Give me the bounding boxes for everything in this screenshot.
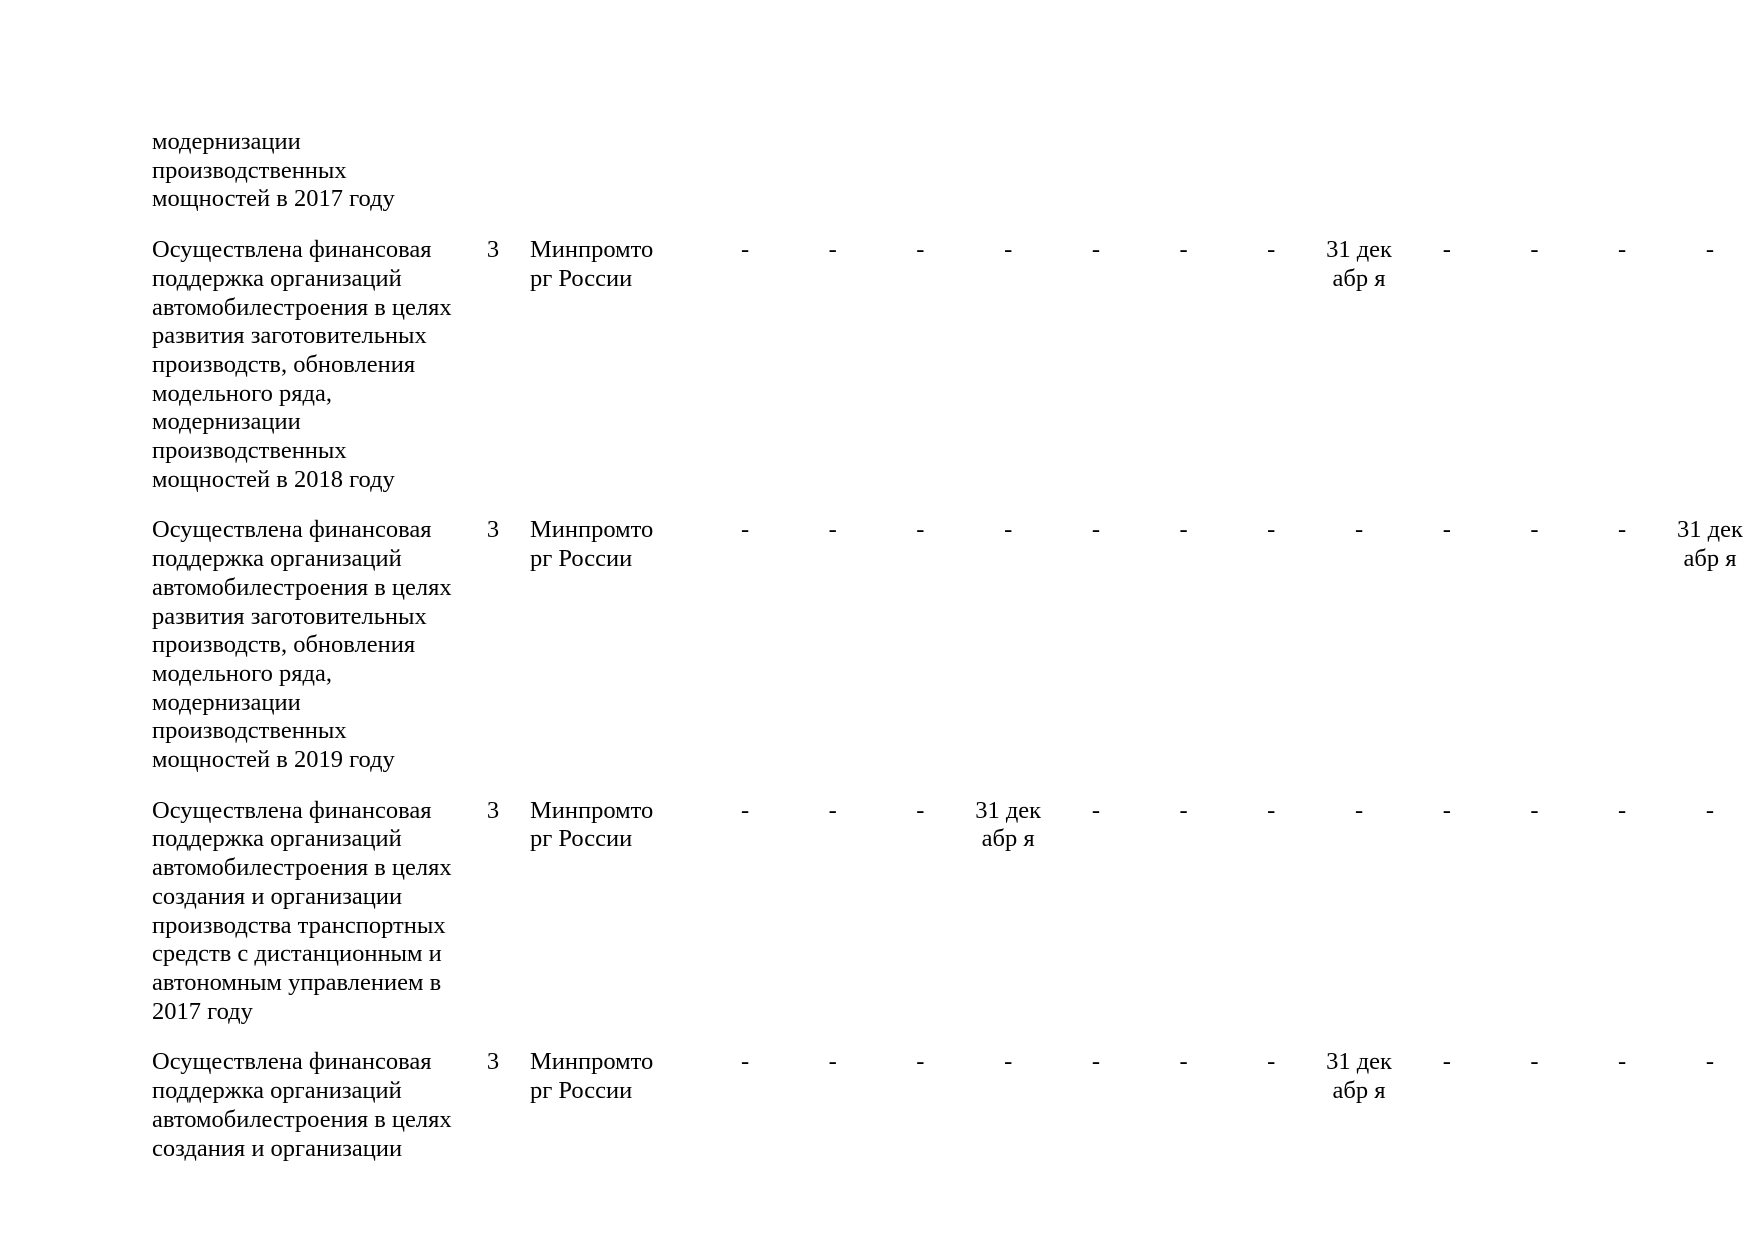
quarter-cell: -	[1179, 236, 1188, 264]
responsible-cell	[522, 128, 701, 236]
description-line: автономным управлением в	[152, 968, 442, 996]
quarter-cell: -	[1442, 1048, 1451, 1076]
quarter-cell: -	[1267, 516, 1276, 544]
description-line: создания и организации	[152, 1134, 403, 1162]
description-line: развития заготовительных	[152, 602, 427, 630]
quarter-cell	[1140, 128, 1228, 236]
quarter-cell	[1227, 128, 1315, 236]
description-line: автомобилестроения в целях	[152, 854, 452, 882]
quarter-cell: -	[1004, 236, 1013, 264]
description-line: поддержка организаций	[152, 825, 402, 853]
quarter-cell: -	[1705, 1048, 1715, 1076]
description-line: производственных	[152, 156, 347, 184]
description-line: производства транспортных	[152, 911, 446, 939]
quarter-cell	[877, 128, 965, 236]
event-description	[144, 1048, 464, 1185]
table-row	[144, 516, 1754, 796]
description-line: автомобилестроения в целях	[152, 1105, 452, 1133]
quarter-cell	[1666, 128, 1754, 236]
responsible-line: Минпромто	[529, 516, 654, 544]
description-line: поддержка организаций	[152, 1077, 402, 1105]
table-row	[144, 128, 1754, 236]
level-cell: 3	[486, 236, 500, 264]
quarter-cell	[1491, 128, 1579, 236]
description-line: производственных	[152, 437, 347, 465]
quarter-cell: -	[1442, 796, 1451, 824]
quarter-cell: -	[828, 1048, 837, 1076]
quarter-cell: -	[1705, 236, 1715, 264]
description-line: развития заготовительных	[152, 322, 427, 350]
description-line: модельного ряда,	[152, 379, 332, 407]
event-description	[144, 236, 464, 516]
responsible-line: рг России	[529, 825, 633, 853]
quarter-cell: -	[1354, 516, 1364, 544]
quarter-cell: -	[740, 516, 750, 544]
quarter-cell: -	[1091, 236, 1101, 264]
responsible-cell	[522, 797, 701, 1049]
quarter-cell: -	[1354, 796, 1364, 824]
quarter-cell: -	[828, 236, 837, 264]
quarter-cell: -	[1530, 516, 1539, 544]
description-line: Осуществлена финансовая	[152, 236, 432, 264]
quarter-cell: 31 декабр я	[1677, 516, 1743, 573]
quarter-cell: -	[1618, 236, 1627, 264]
description-line: Осуществлена финансовая	[152, 516, 432, 544]
description-line: производственных	[152, 717, 347, 745]
quarter-cell: -	[1091, 516, 1101, 544]
quarter-cell: -	[828, 796, 837, 824]
event-description	[144, 797, 464, 1049]
responsible-line: рг России	[529, 545, 633, 573]
table-row	[144, 236, 1754, 516]
quarter-cell	[964, 128, 1052, 236]
event-description	[144, 128, 464, 236]
quarter-cell: -	[1267, 1048, 1276, 1076]
quarter-cell: -	[916, 1048, 925, 1076]
description-line: создания и организации	[152, 882, 403, 910]
table-row	[144, 797, 1754, 1049]
quarter-cell: -	[1442, 516, 1451, 544]
schedule-table	[144, 128, 1754, 1185]
quarter-cell: -	[1004, 1048, 1013, 1076]
description-line: модернизации	[152, 688, 301, 716]
quarter-cell: -	[1267, 796, 1276, 824]
quarter-cell: -	[1179, 796, 1188, 824]
description-line: мощностей в 2017 году	[152, 185, 395, 213]
level-cell: 3	[486, 796, 500, 824]
quarter-cell	[1403, 128, 1491, 236]
quarter-cell: -	[916, 796, 925, 824]
responsible-line: рг России	[529, 264, 633, 292]
event-description	[144, 516, 464, 796]
description-line: Осуществлена финансовая	[152, 796, 432, 824]
quarter-cell: -	[1530, 1048, 1539, 1076]
description-line: автомобилестроения в целях	[152, 293, 452, 321]
quarter-cell: -	[916, 516, 925, 544]
quarter-cell: -	[1530, 796, 1539, 824]
quarter-cell: -	[1179, 1048, 1188, 1076]
quarter-cell: -	[1530, 236, 1539, 264]
description-line: производств, обновления	[152, 350, 416, 378]
quarter-cell: -	[828, 516, 837, 544]
responsible-cell	[522, 1048, 701, 1185]
description-line: 2017 году	[152, 997, 253, 1025]
description-line: автомобилестроения в целях	[152, 573, 452, 601]
quarter-cell	[1315, 128, 1403, 236]
description-line: средств с дистанционным и	[152, 940, 442, 968]
quarter-cell: -	[740, 796, 750, 824]
level-cell	[464, 128, 522, 236]
quarter-cell: -	[1267, 236, 1276, 264]
description-line: модернизации	[152, 408, 301, 436]
responsible-line: рг России	[529, 1077, 633, 1105]
level-cell: 3	[486, 516, 500, 544]
description-line: мощностей в 2018 году	[152, 465, 395, 493]
level-cell: 3	[486, 1048, 500, 1076]
responsible-cell	[522, 236, 701, 516]
quarter-cell: -	[1618, 1048, 1627, 1076]
responsible-cell	[522, 516, 701, 796]
quarter-cell: -	[1705, 796, 1715, 824]
quarter-cell: -	[1179, 516, 1188, 544]
quarter-cell	[701, 128, 789, 236]
description-line: Осуществлена финансовая	[152, 1048, 432, 1076]
quarter-cell: 31 декабр я	[975, 796, 1042, 853]
quarter-cell: -	[1091, 796, 1101, 824]
responsible-line: Минпромто	[529, 796, 654, 824]
quarter-cell: -	[740, 236, 750, 264]
quarter-cell: 31 декабр я	[1326, 1048, 1392, 1105]
table-body	[144, 128, 1754, 1185]
quarter-cell: -	[1442, 236, 1451, 264]
quarter-cell: -	[1091, 1048, 1101, 1076]
quarter-cell: -	[1618, 796, 1627, 824]
description-line: производств, обновления	[152, 631, 416, 659]
table-row	[144, 1048, 1754, 1185]
quarter-cell: -	[740, 1048, 750, 1076]
description-line: модельного ряда,	[152, 659, 332, 687]
quarter-cell	[789, 128, 877, 236]
quarter-cell: 31 декабр я	[1326, 236, 1392, 292]
quarter-cell	[1052, 128, 1140, 236]
responsible-line: Минпромто	[529, 236, 654, 264]
description-line: мощностей в 2019 году	[152, 746, 395, 774]
description-line: поддержка организаций	[152, 545, 402, 573]
description-line: поддержка организаций	[152, 264, 402, 292]
responsible-line: Минпромто	[529, 1048, 654, 1076]
quarter-cell	[1578, 128, 1666, 236]
quarter-cell: -	[1618, 516, 1627, 544]
description-line: модернизации	[152, 128, 301, 155]
quarter-cell: -	[1004, 516, 1013, 544]
quarter-cell: -	[916, 236, 925, 264]
